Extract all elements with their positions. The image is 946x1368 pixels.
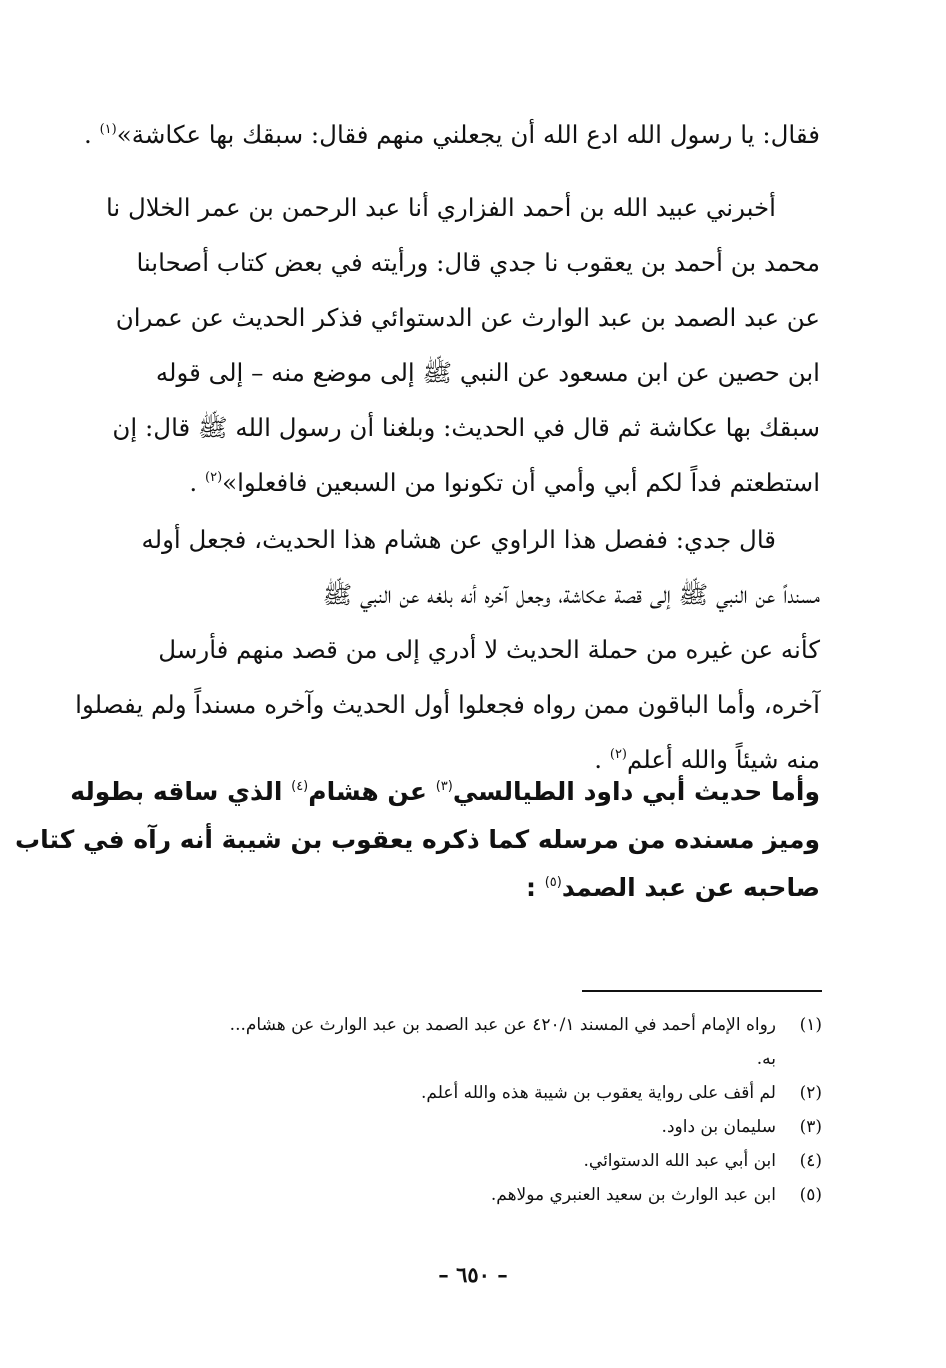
footnote-text: ابن أبي عبد الله الدستوائي. xyxy=(583,1151,776,1171)
paragraph-line: محمد بن أحمد بن يعقوب نا جدي قال: ورأيته في بعض كتاب أصحابنا xyxy=(136,248,820,277)
footnote-number: (٥) xyxy=(799,1185,822,1205)
footnote-number: (٣) xyxy=(799,1117,822,1137)
footnote-ref[interactable]: (٥) xyxy=(544,875,562,890)
paragraph-line: سبقك بها عكاشة ثم قال في الحديث: وبلغنا أن رسول الله ﷺ قال: إن xyxy=(112,413,820,442)
paragraph-line: قال جدي: ففصل هذا الراوي عن هشام هذا الحديث، فجعل أوله xyxy=(141,525,776,554)
paragraph-line: كأنه عن غيره من حملة الحديث لا أدري إلى من قصد منهم فأرسل xyxy=(158,635,820,664)
heading-line xyxy=(70,768,820,816)
heading-text: الذي ساقه بطوله xyxy=(70,777,292,806)
paragraph-line: أخبرني عبيد الله بن أحمد الفزاري أنا عبد الرحمن بن عمر الخلال نا xyxy=(105,193,776,222)
footnote-text: ابن عبد الوارث بن سعيد العنبري مولاهم. xyxy=(490,1185,776,1205)
footnote-ref[interactable]: (٣) xyxy=(435,779,453,794)
paragraph-line: آخره، وأما الباقون ممن رواه فجعلوا أول الحديث وآخره مسنداً ولم يفصلوا xyxy=(75,690,820,719)
line-text: فقال: يا رسول الله ادع الله أن يجعلني منهم فقال: سبقك بها عكاشة» xyxy=(116,120,820,149)
footnote-continuation xyxy=(108,1042,822,1076)
paragraph-1 xyxy=(84,107,820,162)
paragraph-line: مسنداً عن النبي ﷺ إلى قصة عكاشة، وجعل آخره أنه بلغه عن النبي ﷺ xyxy=(322,580,820,609)
footnote-text: رواه الإمام أحمد في المسند ٤٢٠/١ عن عبد الصمد بن عبد الوارث عن هشام... xyxy=(229,1015,776,1035)
line-end: . xyxy=(594,745,610,774)
footnotes xyxy=(108,1008,822,1212)
footnote-ref[interactable]: (٢) xyxy=(609,747,627,762)
footnote-item xyxy=(108,1076,822,1110)
line-text: استطعتم فداً لكم أبي وأمي أن تكونوا من السبعين فافعلوا» xyxy=(222,468,820,497)
paragraph-2 xyxy=(105,180,820,510)
paragraph-line xyxy=(108,455,820,510)
paragraph-3 xyxy=(75,512,820,787)
footnote-separator xyxy=(582,990,822,992)
paragraph-line: ابن حصين عن ابن مسعود عن النبي ﷺ إلى موضع منه – إلى قوله xyxy=(155,358,820,387)
heading-line: وميز مسنده من مرسله كما ذكره يعقوب بن شيبة أنه رآه في كتاب xyxy=(15,825,820,854)
footnote-number: (٤) xyxy=(799,1151,822,1171)
line-end: . xyxy=(189,468,205,497)
heading-text: وأما حديث أبي داود الطيالسي xyxy=(452,777,820,806)
footnote-text: سليمان بن داود. xyxy=(661,1117,776,1137)
footnote-number: (٢) xyxy=(799,1083,822,1103)
heading-text: : xyxy=(526,873,545,902)
heading-text: عن هشام xyxy=(308,777,436,806)
footnote-item xyxy=(108,1144,822,1178)
footnote-text: به. xyxy=(756,1049,776,1069)
footnote-ref[interactable]: (١) xyxy=(99,122,117,137)
heading-text: صاحبه عن عبد الصمد xyxy=(561,873,820,902)
line-text: منه شيئاً والله أعلم xyxy=(627,745,820,774)
page-number: – ٦٥٠ – xyxy=(438,1262,508,1287)
line-end: . xyxy=(84,120,100,149)
heading-line xyxy=(108,864,820,912)
paragraph-line xyxy=(84,107,820,162)
footnote-item xyxy=(108,1008,822,1042)
footnote-item xyxy=(108,1110,822,1144)
footnote-ref[interactable]: (٤) xyxy=(291,779,309,794)
footnote-ref[interactable]: (٢) xyxy=(205,470,223,485)
section-heading xyxy=(15,768,820,912)
footnote-number: (١) xyxy=(799,1015,822,1035)
paragraph-line: عن عبد الصمد بن عبد الوارث عن الدستوائي فذكر الحديث عن عمران xyxy=(115,303,820,332)
footnote-text: لم أقف على رواية يعقوب بن شيبة هذه والله أعلم. xyxy=(421,1083,776,1103)
footnote-item xyxy=(108,1178,822,1212)
